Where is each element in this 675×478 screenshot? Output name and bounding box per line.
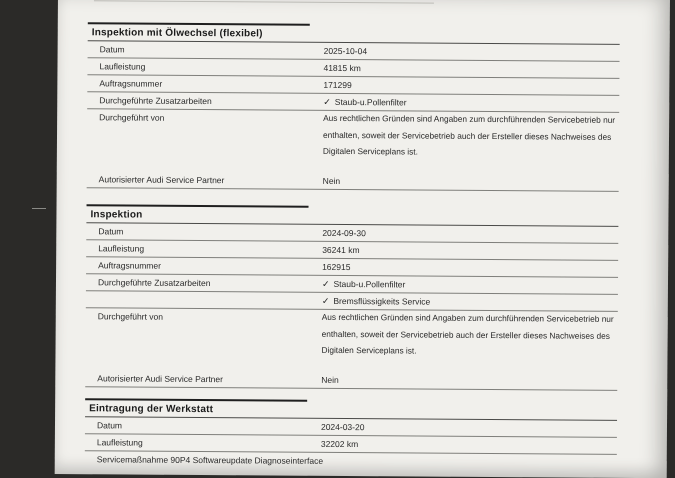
row-label: Durchgeführt von [99,112,165,123]
section-oil-inspection [87,22,620,192]
row-label: Datum [99,44,125,55]
row-value: 2024-03-20 [320,421,365,433]
service-measure-text: Servicemaßnahme 90P4 Softwareupdate Diagnoseinterface [96,454,324,466]
checkmark-icon: ✓ [323,96,331,107]
row-value: 41815 km [323,62,361,74]
section-title: Inspektion [90,209,143,221]
section-workshop-entry [85,398,617,471]
extra-item-label: Bremsflüssigkeits Service [333,295,431,307]
row-label: Datum [98,226,124,237]
row-label: Laufleistung [96,437,143,448]
checkmark-icon: ✓ [321,295,330,306]
row-label: Auftragsnummer [98,260,161,271]
row-label: Datum [96,420,123,431]
row-service-measure [85,451,617,471]
section-title: Inspektion mit Ölwechsel (flexibel) [91,27,263,40]
row-audi-partner [85,370,617,391]
row-label: Auftragsnummer [99,78,163,89]
extra-item-label: Staub-u.Pollenfilter [333,278,406,290]
row-label: Durchgeführte Zusatzarbeiten [99,95,212,107]
service-record-page [55,0,670,478]
row-label: Durchgeführte Zusatzarbeiten [97,277,211,289]
edge-mark [32,208,46,209]
top-divider [94,0,434,3]
row-label: Autorisierter Audi Service Partner [97,373,224,385]
extra-item-label: Staub-u.Pollenfilter [334,96,407,108]
row-value: 2025-10-04 [323,45,368,57]
legal-note: Aus rechtlichen Gründen sind Angaben zum durchführenden Servicebetrieb nur enthalten, soweit der Servicebetrieb auch der Ersteller dieses Nachweises des Digitalen Serviceplans ist. [321,311,614,356]
row-value: 162915 [322,261,351,273]
row-value: Nein [322,175,341,186]
section-title: Eintragung der Werkstatt [89,403,214,416]
row-label: Autorisierter Audi Service Partner [98,174,225,186]
row-value: 2024-09-30 [322,227,366,239]
section-inspection [85,204,618,391]
row-value: 171299 [323,79,352,91]
row-performed-by [87,109,619,175]
legal-note: Aus rechtlichen Gründen sind Angaben zum durchführenden Servicebetrieb nur enthalten, soweit der Servicebetrieb auch der Ersteller dieses Nachweises des Digitalen Serviceplans ist. [322,112,616,157]
checkmark-icon: ✓ [321,278,330,289]
row-performed-by [85,308,617,374]
extra-item [322,276,622,294]
row-value: 36241 km [322,244,360,256]
row-label: Laufleistung [99,61,146,72]
row-value: 32202 km [320,438,359,450]
row-label: Durchgeführt von [97,311,163,322]
row-label: Laufleistung [98,243,145,254]
row-value: Nein [321,374,339,385]
row-audi-partner [87,171,619,192]
